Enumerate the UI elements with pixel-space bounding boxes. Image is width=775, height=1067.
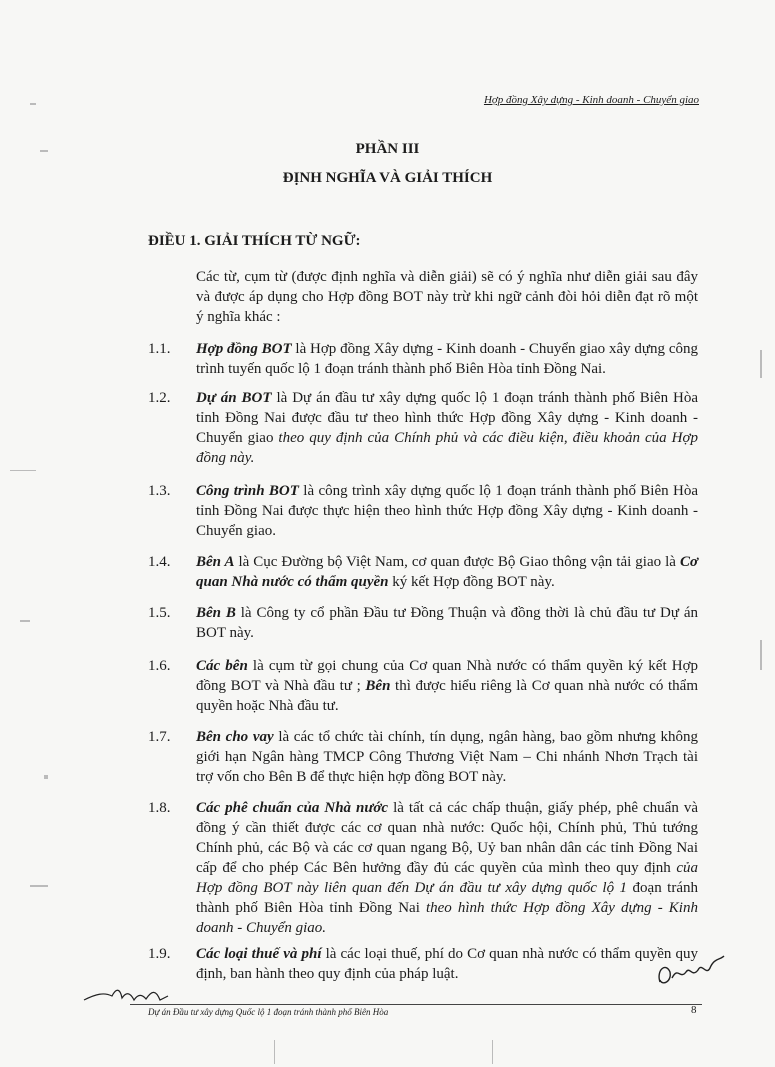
- defined-term: Bên cho vay: [196, 729, 274, 745]
- scan-mark: [30, 103, 36, 105]
- defined-term: Các loại thuế và phí: [196, 946, 322, 962]
- definition-item: [148, 481, 708, 541]
- part-number: PHẦN III: [355, 141, 420, 157]
- definition-text-continued: đoạn tránh thành phố Biên Hòa tỉnh Đồng Nai: [196, 880, 698, 916]
- scan-mark: [760, 350, 762, 378]
- definition-text: là Công ty cổ phần Đầu tư Đồng Thuận và đồng thời là chủ đầu tư Dự án BOT này.: [196, 605, 699, 641]
- item-number: 1.9.: [148, 946, 171, 962]
- scan-mark: [10, 470, 36, 471]
- definition-item: [148, 552, 708, 592]
- definition-text: là tất cả các chấp thuận, giấy phép, phê chuẩn và đồng ý cần thiết được các cơ quan nhà nước: Quốc hội, Chính phủ, Thủ tướng Chính phủ, các Bộ và các cơ quan ngang Bộ, Uỷ ban nhân dân các tỉnh Đồng Nai cấp để cho phép Các Bên hưởng đầy đủ các quyền của mình theo quy định: [196, 800, 698, 876]
- definition-text: là các loại thuế, phí do Cơ quan nhà nước có thẩm quyền quy định, ban hành theo quy định của pháp luật.: [196, 946, 698, 982]
- item-number: 1.2.: [148, 390, 171, 406]
- defined-term: Bên A: [196, 554, 235, 570]
- definition-text-continued: ký kết Hợp đồng BOT này.: [388, 574, 555, 590]
- item-number: 1.4.: [148, 554, 171, 570]
- handwritten-signature: [654, 952, 726, 994]
- scan-mark: [274, 1040, 275, 1064]
- running-header: Hợp đồng Xây dựng - Kinh doanh - Chuyển giao: [483, 94, 699, 106]
- definition-text-continued: thì được hiểu riêng là Cơ quan nhà nước có thẩm quyền hoặc Nhà đầu tư.: [196, 678, 698, 714]
- scan-mark: [44, 775, 48, 779]
- defined-term: Hợp đồng BOT: [196, 341, 292, 357]
- defined-term: Các bên: [196, 658, 248, 674]
- item-number: 1.8.: [148, 800, 171, 816]
- article-intro: Các từ, cụm từ (được định nghĩa và diễn giải) sẽ có ý nghĩa như diễn giải sau đây và được áp dụng cho Hợp đồng BOT này trừ khi ngữ cảnh đòi hỏi diễn đạt rõ một ý nghĩa khác :: [196, 269, 698, 325]
- definition-item: [148, 798, 708, 938]
- scan-mark: [492, 1040, 493, 1064]
- scan-mark: [20, 620, 30, 622]
- definition-text-italic: của Hợp đồng BOT này liên quan đến Dự án đầu tư xây dựng quốc lộ 1: [196, 860, 698, 896]
- definition-text: là Hợp đồng Xây dựng - Kinh doanh - Chuyển giao xây dựng công trình tuyến quốc lộ 1 đoạn tránh thành phố Biên Hòa tỉnh Đồng Nai.: [196, 341, 698, 377]
- part-heading: ĐỊNH NGHĨA VÀ GIẢI THÍCH: [282, 170, 493, 186]
- defined-term: Bên B: [196, 605, 236, 621]
- definition-item: [148, 388, 708, 468]
- definition-text: là công trình xây dựng quốc lộ 1 đoạn tránh thành phố Biên Hòa tỉnh Đồng Nai được thực hiện theo hình thức Hợp đồng Xây dựng - Kinh doanh - Chuyển giao.: [196, 483, 698, 539]
- definition-text: là Dự án đầu tư xây dựng quốc lộ 1 đoạn tránh thành phố Biên Hòa tỉnh Đồng Nai được đầu tư theo hình thức Hợp đồng Xây dựng - Kinh doanh - Chuyển giao: [196, 390, 699, 446]
- item-number: 1.5.: [148, 605, 171, 621]
- defined-term-secondary: Cơ quan Nhà nước có thẩm quyền: [196, 554, 698, 590]
- item-number: 1.1.: [148, 341, 171, 357]
- defined-term: Dự án BOT: [196, 390, 272, 406]
- defined-term: Công trình BOT: [196, 483, 299, 499]
- footer-project: Dự án Đầu tư xây dựng Quốc lộ 1 đoạn tránh thành phố Biên Hòa: [148, 1007, 389, 1017]
- scan-mark: [40, 150, 48, 152]
- definition-item: [148, 656, 708, 716]
- definition-text-italic-end: theo hình thức Hợp đồng Xây dựng - Kinh doanh - Chuyển giao.: [196, 900, 698, 936]
- defined-term-secondary: Bên: [365, 678, 391, 694]
- page-number: 8: [691, 1004, 697, 1016]
- definition-text: là cụm từ gọi chung của Cơ quan Nhà nước có thẩm quyền ký kết Hợp đồng BOT và Nhà đầu tư ;: [196, 658, 698, 694]
- definition-item: [148, 727, 708, 787]
- item-number: 1.6.: [148, 658, 171, 674]
- definition-item: [148, 603, 708, 643]
- definition-text-italic: theo quy định của Chính phủ và các điều kiện, điều khoản của Hợp đồng này.: [196, 430, 698, 466]
- footer-rule: [130, 1004, 702, 1005]
- definition-item: [148, 944, 708, 984]
- article-title: ĐIỀU 1. GIẢI THÍCH TỪ NGỮ:: [148, 233, 361, 249]
- definition-item: [148, 339, 708, 379]
- item-number: 1.7.: [148, 729, 171, 745]
- definition-text: là các tổ chức tài chính, tín dụng, ngân hàng, bao gồm nhưng không giới hạn Ngân hàng TMCP Công Thương Việt Nam – Chi nhánh Nhơn Trạch tài trợ vốn cho Bên B để thực hiện hợp đồng BOT này.: [196, 729, 698, 785]
- scan-mark: [30, 885, 48, 887]
- defined-term: Các phê chuẩn của Nhà nước: [196, 800, 389, 816]
- definition-text: là Cục Đường bộ Việt Nam, cơ quan được Bộ Giao thông vận tải giao là: [234, 554, 680, 570]
- scan-mark: [760, 640, 762, 670]
- item-number: 1.3.: [148, 483, 171, 499]
